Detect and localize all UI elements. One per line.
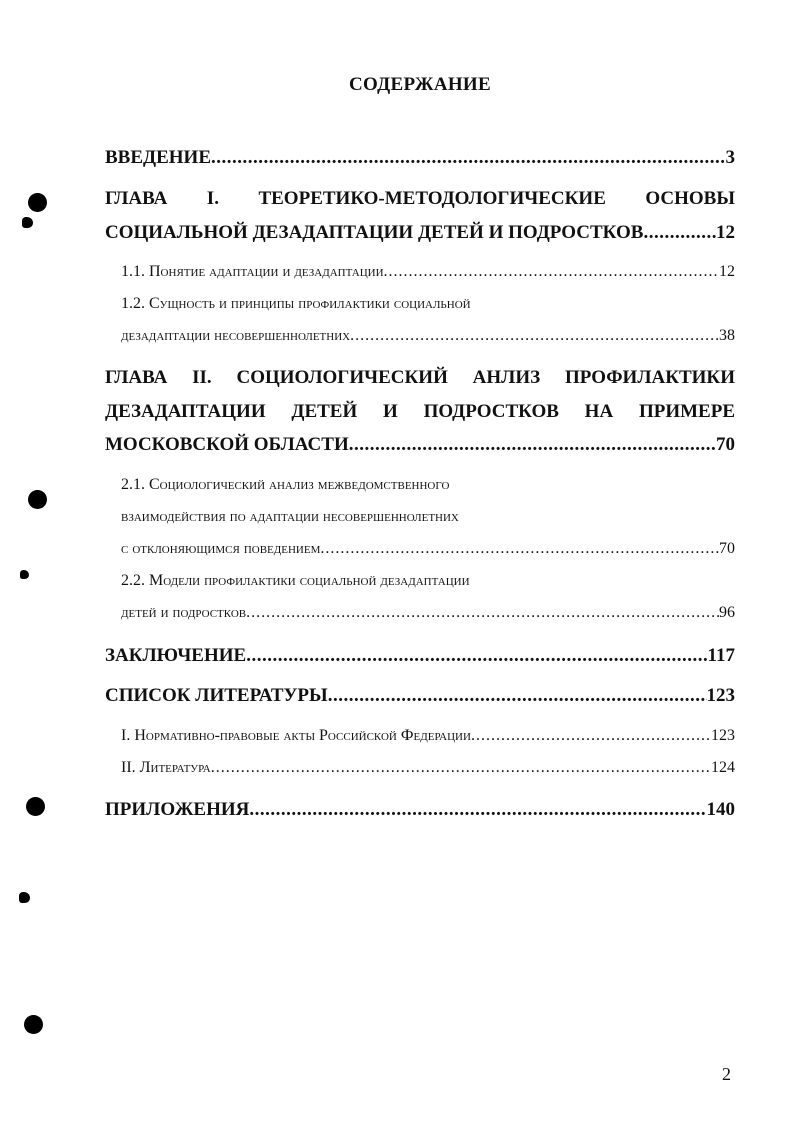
toc-entry-chapter-2-line2[interactable]: ДЕЗАДАПТАЦИИ ДЕТЕЙ И ПОДРОСТКОВ НА ПРИМЕРЕ (105, 401, 735, 422)
toc-entry-section-2-2-line1[interactable] (121, 572, 735, 590)
toc-entry-text: II. Литература (121, 759, 211, 776)
toc-leader-dots (350, 327, 719, 345)
toc-entry-text: 2.1. Социологический анализ межведомственного (121, 476, 450, 493)
toc-entry-chapter-1-line1[interactable]: ГЛАВА I. ТЕОРЕТИКО-МЕТОДОЛОГИЧЕСКИЕ ОСНОВЫ (105, 188, 735, 209)
toc-entry-chapter-2-line1[interactable]: ГЛАВА II. СОЦИОЛОГИЧЕСКИЙ АНЛИЗ ПРОФИЛАКТИКИ (105, 367, 735, 388)
toc-leader-dots (249, 799, 706, 821)
toc-entry-section-2-1-line1[interactable] (121, 476, 735, 494)
toc-leader-dots (349, 434, 716, 456)
toc-entry-introduction[interactable] (105, 147, 735, 169)
toc-entry-chapter-2[interactable] (105, 434, 735, 456)
toc-page-number: 140 (706, 799, 735, 820)
toc-leader-dots (211, 147, 726, 169)
toc-leader-dots (246, 645, 707, 667)
toc-entry-text: взаимодействия по адаптации несовершеннолетних (121, 508, 459, 525)
toc-entry-section-1-2-line1[interactable] (121, 295, 735, 313)
toc-entry-section-2-2[interactable] (121, 604, 735, 622)
toc-page-number: 70 (719, 540, 735, 557)
toc-entry-conclusion[interactable] (105, 645, 735, 667)
toc-leader-dots (384, 263, 719, 281)
toc-entry-references[interactable] (105, 685, 735, 707)
punch-hole-mark (24, 1015, 43, 1034)
toc-entry-text: МОСКОВСКОЙ ОБЛАСТИ (105, 434, 349, 455)
toc-entry-text: СОЦИАЛЬНОЙ ДЕЗАДАПТАЦИИ ДЕТЕЙ И ПОДРОСТКОВ (105, 222, 644, 243)
toc-page-number: 123 (711, 727, 735, 744)
scan-blot-mark (20, 570, 29, 579)
toc-entry-section-1-1[interactable] (121, 263, 735, 281)
toc-entry-section-1-2[interactable] (121, 327, 735, 345)
toc-entry-text: 1.1. Понятие адаптации и дезадаптации (121, 263, 384, 280)
scan-blot-mark (19, 892, 30, 903)
punch-hole-mark (26, 797, 45, 816)
toc-entry-text: 1.2. Сущность и принципы профилактики социальной (121, 295, 471, 312)
toc-entry-text: детей и подростков (121, 604, 247, 621)
toc-entry-text: СПИСОК ЛИТЕРАТУРЫ (105, 685, 328, 706)
toc-entry-references-legal-acts[interactable] (121, 727, 735, 745)
toc-entry-section-2-1[interactable] (121, 540, 735, 558)
toc-leader-dots (643, 222, 716, 244)
toc-entry-appendix[interactable] (105, 799, 735, 821)
punch-hole-mark (28, 193, 47, 212)
toc-leader-dots (320, 540, 719, 558)
toc-entry-text: дезадаптации несовершеннолетних (121, 327, 351, 344)
toc-leader-dots (211, 759, 711, 777)
toc-page-number: 124 (711, 759, 735, 776)
toc-page-number: 12 (719, 263, 735, 280)
toc-page-number: 38 (719, 327, 735, 344)
toc-entry-text: ЗАКЛЮЧЕНИЕ (105, 645, 247, 666)
toc-page-number: 70 (716, 434, 735, 455)
toc-entry-section-2-1-line2[interactable] (121, 508, 735, 526)
toc-entry-text: I. Нормативно-правовые акты Российской Федерации (121, 727, 471, 744)
toc-page-number: 12 (716, 222, 735, 243)
page-number: 2 (722, 1064, 731, 1084)
toc-entry-references-literature[interactable] (121, 759, 735, 777)
toc-page-number: 123 (706, 685, 735, 706)
toc-page-number: 96 (719, 604, 735, 621)
toc-entry-text: с отклоняющимся поведением (121, 540, 321, 557)
toc-entry-chapter-1[interactable] (105, 222, 735, 244)
toc-title: СОДЕРЖАНИЕ (349, 74, 491, 95)
punch-hole-mark (28, 490, 47, 509)
toc-leader-dots (246, 604, 719, 622)
toc-page-number: 117 (707, 645, 735, 666)
toc-entry-text: ВВЕДЕНИЕ (105, 147, 211, 168)
toc-entry-text: 2.2. Модели профилактики социальной дезадаптации (121, 572, 470, 589)
scan-blot-mark (22, 217, 33, 228)
toc-entry-text: ПРИЛОЖЕНИЯ (105, 799, 250, 820)
toc-leader-dots (328, 685, 707, 707)
toc-leader-dots (471, 727, 711, 745)
toc-page-number: 3 (725, 147, 735, 168)
